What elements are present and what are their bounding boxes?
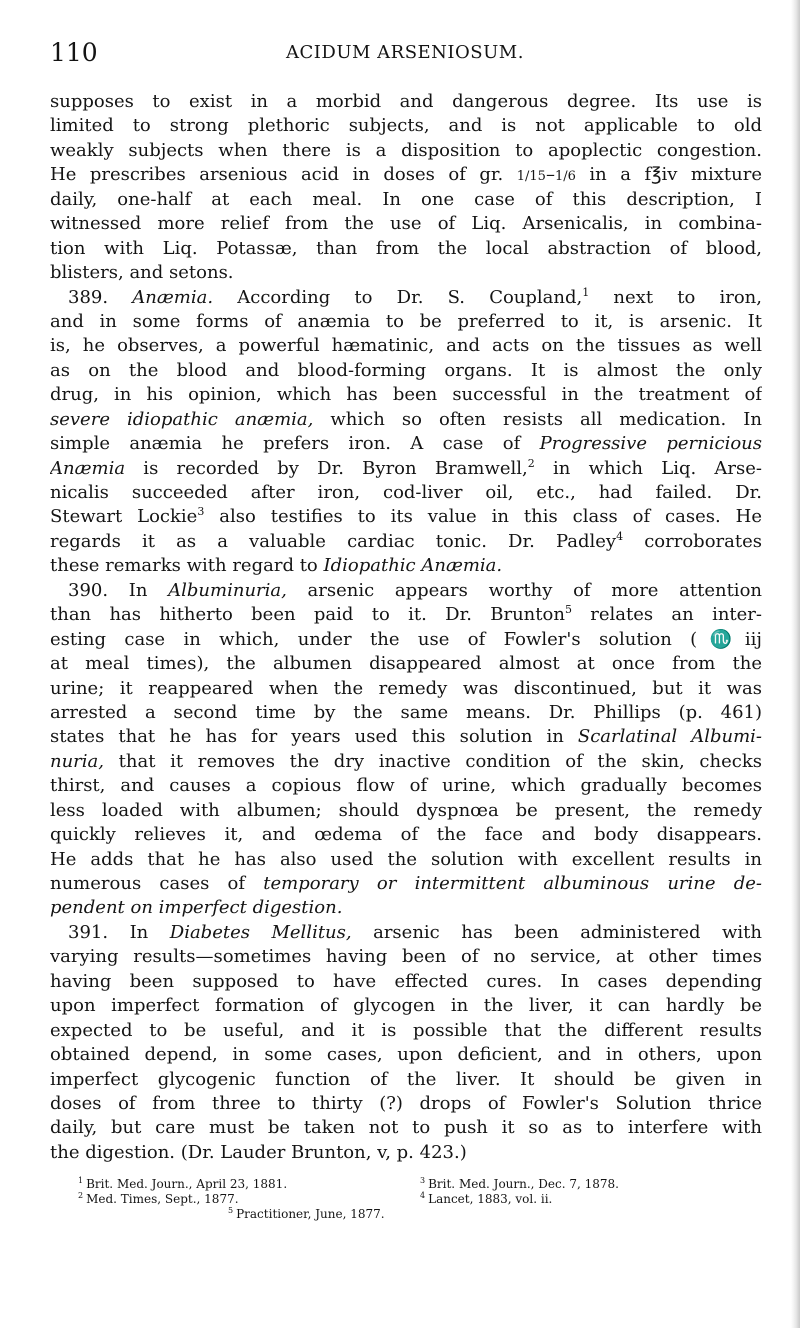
italic-text: nuria, — [50, 750, 104, 772]
text-line — [50, 677, 762, 701]
text-run: obtained depend, in some cases, upon deficient, and in others, upon — [50, 1044, 762, 1066]
text-run: than has hitherto been paid to it. Dr. Brunton — [50, 604, 565, 626]
text-run: that it removes the dry inactive condition of the skin, checks — [104, 750, 762, 772]
text-run: He adds that he has also used the solution with excellent results in — [50, 848, 762, 870]
text-run: upon imperfect formation of glycogen in the liver, it can hardly be — [50, 995, 762, 1017]
italic-text: severe idiopathic anæmia, — [50, 408, 314, 430]
text-line — [50, 286, 762, 310]
text-run: daily, but care must be taken not to push it so as to interfere with — [50, 1117, 762, 1139]
text-line — [50, 383, 762, 407]
footnote-text: Practitioner, June, 1877. — [236, 1207, 385, 1222]
text-run: quickly relieves it, and œdema of the face and body disappears. — [50, 824, 762, 846]
text-line — [50, 823, 762, 847]
text-run: weakly subjects when there is a disposition to apoplectic congestion. — [50, 139, 762, 161]
text-line — [50, 163, 762, 187]
text-run: at meal times), the albumen disappeared almost at once from the — [50, 653, 762, 675]
running-title: ACIDUM ARSENIOSUM. — [286, 42, 524, 63]
text-run: supposes to exist in a morbid and dangerous degree. Its use is — [50, 91, 762, 112]
text-line — [50, 579, 762, 603]
text-run: as on the blood and blood-forming organs. It is almost the only — [50, 359, 762, 381]
text-line — [50, 1116, 762, 1140]
book-page — [50, 38, 762, 1222]
text-line — [50, 90, 762, 114]
text-run: arsenic appears worthy of more attention — [286, 579, 762, 601]
text-run: next to iron, — [589, 286, 762, 308]
text-run: drug, in his opinion, which has been successful in the treatment of — [50, 384, 762, 406]
text-run: According to Dr. S. Coupland, — [213, 286, 583, 308]
text-run: Stewart Lockie — [50, 506, 198, 528]
text-line — [50, 481, 762, 505]
text-run: arrested a second time by the same means. Dr. Phillips (p. 461) — [50, 701, 762, 723]
footnote-5 — [50, 1207, 385, 1222]
footnote-row — [50, 1192, 762, 1207]
fraction: 1/6 — [554, 169, 576, 185]
text-run: doses of from three to thirty (?) drops of Fowler's Solution thrice — [50, 1092, 762, 1114]
text-line — [50, 432, 762, 456]
text-line — [50, 1019, 762, 1043]
footnote-marker: 1 — [78, 1176, 84, 1186]
page-number: 110 — [50, 38, 98, 67]
text-run: blisters, and setons. — [50, 262, 234, 284]
italic-text: Albuminuria, — [168, 579, 287, 601]
fraction: 1/15 — [516, 169, 546, 185]
text-line — [50, 408, 762, 432]
text-run: witnessed more relief from the use of Liq. Arsenicalis, in combina- — [50, 213, 762, 235]
text-run: these remarks with regard to — [50, 555, 324, 577]
text-line — [50, 505, 762, 529]
text-line — [50, 334, 762, 358]
italic-text: temporary or intermittent albuminous urine de- — [263, 873, 762, 894]
footnotes — [50, 1177, 762, 1222]
italic-text: Anæmia — [50, 457, 126, 479]
text-line — [50, 1141, 762, 1165]
italic-text: Idiopathic Anæmia. — [323, 555, 503, 577]
page-edge-shadow — [791, 0, 800, 1328]
italic-text: Anæmia. — [132, 286, 214, 308]
text-run: relates an inter- — [571, 604, 762, 626]
text-run: regards it as a valuable cardiac tonic. Dr. Padley — [50, 530, 617, 552]
text-run: 389. — [68, 286, 133, 308]
text-line — [50, 725, 762, 749]
text-run: daily, one-half at each meal. In one case of this description, I — [50, 188, 762, 210]
footnote-marker: 2 — [78, 1191, 84, 1201]
text-run: less loaded with albumen; should dyspnœa be present, the remedy — [50, 799, 762, 821]
text-run: the digestion. (Dr. Lauder Brunton, v, p. 423.) — [50, 1141, 467, 1163]
text-line — [50, 921, 762, 945]
footnote-text: Brit. Med. Journ., Dec. 7, 1878. — [428, 1177, 619, 1192]
text-run: simple anæmia he prefers iron. A case of — [50, 433, 540, 455]
text-run: thirst, and causes a copious flow of urine, which gradually becomes — [50, 775, 762, 797]
footnote-marker: 4 — [420, 1191, 426, 1201]
text-run: numerous cases of — [50, 873, 264, 894]
text-line — [50, 652, 762, 676]
text-run: in which Liq. Arse- — [534, 457, 762, 479]
text-line — [50, 603, 762, 627]
text-line — [50, 359, 762, 383]
text-line — [50, 872, 762, 896]
text-run: urine; it reappeared when the remedy was discontinued, but it was — [50, 677, 762, 699]
text-line — [50, 310, 762, 334]
text-run: and in some forms of anæmia to be preferred to it, is arsenic. It — [50, 310, 762, 332]
text-line — [50, 1043, 762, 1067]
text-run: esting case in which, under the use of Fowler's solution (♏iij — [50, 628, 762, 650]
text-line — [50, 701, 762, 725]
text-line — [50, 212, 762, 236]
text-run: in a f℥iv mixture — [575, 164, 762, 186]
footnote-4 — [380, 1192, 552, 1207]
text-line — [50, 994, 762, 1018]
text-run: is, he observes, a powerful hæmatinic, and acts on the tissues as well — [50, 335, 762, 357]
italic-text: pendent on imperfect digestion. — [50, 897, 343, 919]
page-header — [50, 38, 762, 78]
footnote-reference: 2 — [527, 456, 535, 470]
footnote-2 — [50, 1192, 380, 1207]
footnote-text: Lancet, 1883, vol. ii. — [428, 1192, 553, 1207]
text-line — [50, 237, 762, 261]
text-line — [50, 114, 762, 138]
text-run: 391. In — [68, 921, 170, 943]
text-line — [50, 970, 762, 994]
text-run: varying results—sometimes having been of no service, at other times — [50, 946, 762, 968]
text-line — [50, 1092, 762, 1116]
italic-text: Diabetes Mellitus, — [169, 921, 352, 943]
text-run: He prescribes arsenious acid in doses of gr. — [50, 164, 517, 186]
text-line — [50, 750, 762, 774]
text-run: – — [545, 164, 555, 186]
text-line — [50, 945, 762, 969]
text-run: is recorded by Dr. Byron Bramwell, — [125, 457, 528, 479]
text-line — [50, 628, 762, 652]
text-run: also testifies to its value in this class of cases. He — [204, 506, 762, 528]
text-run: having been supposed to have effected cures. In cases depending — [50, 970, 762, 992]
footnote-1 — [50, 1177, 380, 1192]
footnote-reference: 5 — [564, 603, 572, 617]
text-run: states that he has for years used this solution in — [50, 726, 578, 748]
text-line — [50, 799, 762, 823]
text-line — [50, 896, 762, 920]
footnote-reference: 4 — [616, 529, 624, 543]
text-run: nicalis succeeded after iron, cod-liver oil, etc., had failed. Dr. — [50, 482, 762, 503]
text-run: tion with Liq. Potassæ, than from the local abstraction of blood, — [50, 237, 762, 259]
italic-text: Scarlatinal Albumi- — [577, 726, 762, 748]
text-line — [50, 848, 762, 872]
footnote-row — [50, 1207, 762, 1222]
footnote-reference: 3 — [197, 505, 205, 519]
text-run: expected to be useful, and it is possible that the different results — [50, 1019, 762, 1041]
text-line — [50, 1068, 762, 1092]
text-line — [50, 139, 762, 163]
footnote-reference: 1 — [582, 285, 590, 299]
text-line — [50, 457, 762, 481]
body-text — [50, 90, 762, 1165]
text-run: corroborates — [623, 530, 762, 552]
footnote-row — [50, 1177, 762, 1192]
italic-text: Progressive pernicious — [539, 433, 762, 455]
footnote-marker: 3 — [420, 1176, 426, 1186]
footnote-text: Med. Times, Sept., 1877. — [86, 1192, 239, 1207]
footnote-3 — [380, 1177, 619, 1192]
text-run: limited to strong plethoric subjects, and is not applicable to old — [50, 115, 762, 137]
footnote-text: Brit. Med. Journ., April 23, 1881. — [86, 1177, 288, 1192]
text-run: imperfect glycogenic function of the liver. It should be given in — [50, 1068, 762, 1090]
text-run: which so often resists all medication. In — [313, 408, 762, 430]
text-line — [50, 188, 762, 212]
text-line — [50, 530, 762, 554]
text-run: arsenic has been administered with — [351, 921, 762, 943]
text-run: 390. In — [68, 579, 169, 601]
text-line — [50, 774, 762, 798]
footnote-marker: 5 — [228, 1206, 234, 1216]
text-line — [50, 261, 762, 285]
text-line — [50, 554, 762, 578]
